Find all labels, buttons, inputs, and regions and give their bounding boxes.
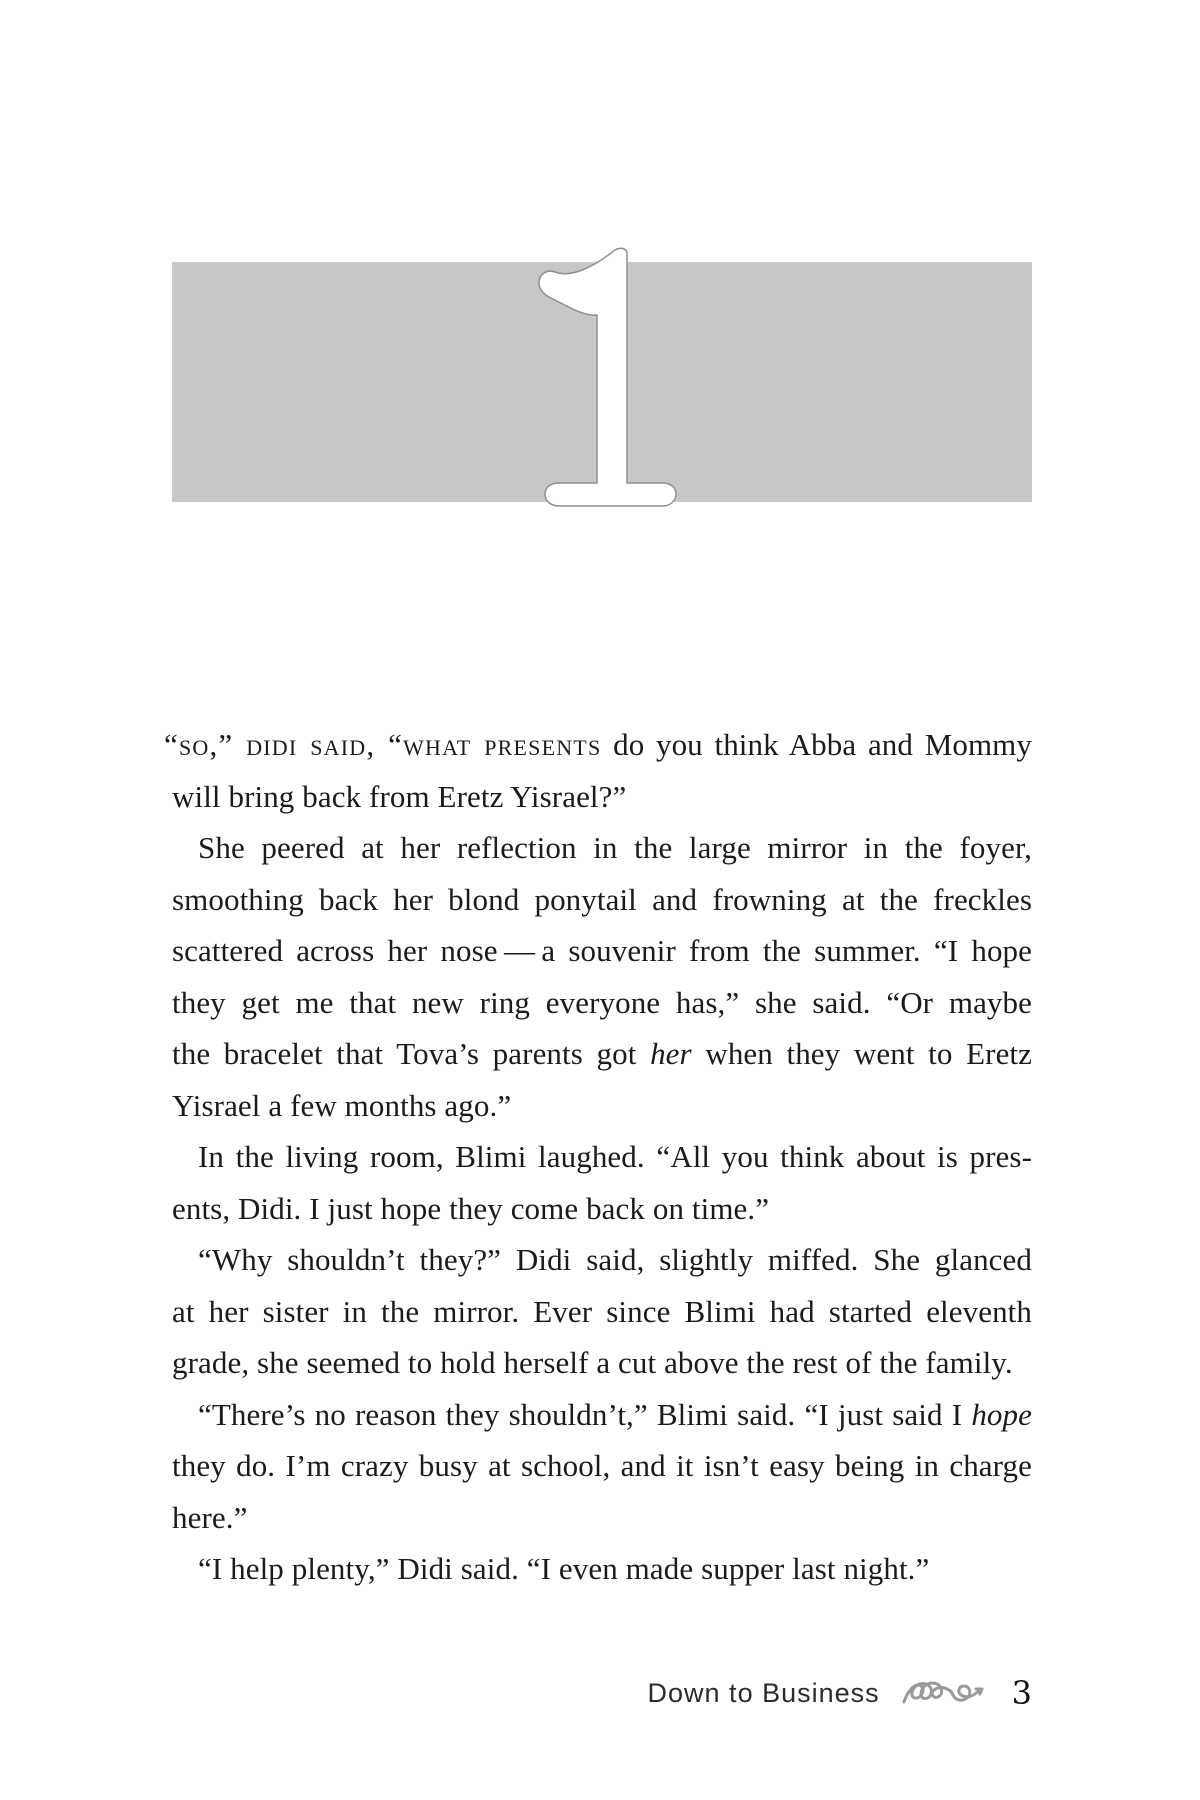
text-line: smoothing back her blond ponytail and frowning at the freckles [172, 881, 1032, 917]
chapter-numeral-1-graphic [535, 243, 685, 511]
running-footer-title: Down to Business [647, 1677, 880, 1708]
text-line: Yisrael a few months ago.” [172, 1087, 512, 1123]
text-line: the bracelet that Tova’s parents got her when they went to Eretz [172, 1036, 1033, 1071]
text-line: at her sister in the mirror. Ever since Blimi had started eleventh [172, 1293, 1032, 1329]
body-text [164, 719, 1033, 1595]
page-footer [648, 1672, 1032, 1714]
text-line: In the living room, Blimi laughed. “All you think about is pres- [198, 1139, 1032, 1174]
text-line: “so,” didi said, “what presents do you think Abba and Mommy [164, 727, 1032, 762]
text-line: they do. I’m crazy busy at school, and it isn’t easy being in charge [172, 1448, 1032, 1483]
text-line: they get me that new ring everyone has,” she said. “Or maybe [172, 984, 1032, 1020]
text-line: ents, Didi. I just hope they come back on time.” [172, 1190, 770, 1226]
page-number: 3 [1011, 1674, 1032, 1712]
text-line: here.” [172, 1499, 248, 1535]
text-line: scattered across her nose — a souvenir from the summer. “I hope [172, 933, 1032, 968]
text-line: “I help plenty,” Didi said. “I even made supper last night.” [198, 1551, 930, 1586]
chapter-number-text [172, 262, 173, 263]
squiggle-ornament-icon [902, 1672, 990, 1714]
text-line: grade, she seemed to hold herself a cut above the rest of the family. [172, 1345, 1013, 1380]
text-line: “Why shouldn’t they?” Didi said, slightly miffed. She glanced [198, 1242, 1032, 1277]
chapter-banner [172, 262, 1032, 502]
text-line: “There’s no reason they shouldn’t,” Blimi said. “I just said I hope [198, 1396, 1032, 1432]
text-line: She peered at her reflection in the large mirror in the foyer, [198, 830, 1032, 865]
text-line: will bring back from Eretz Yisrael?” [172, 778, 627, 814]
